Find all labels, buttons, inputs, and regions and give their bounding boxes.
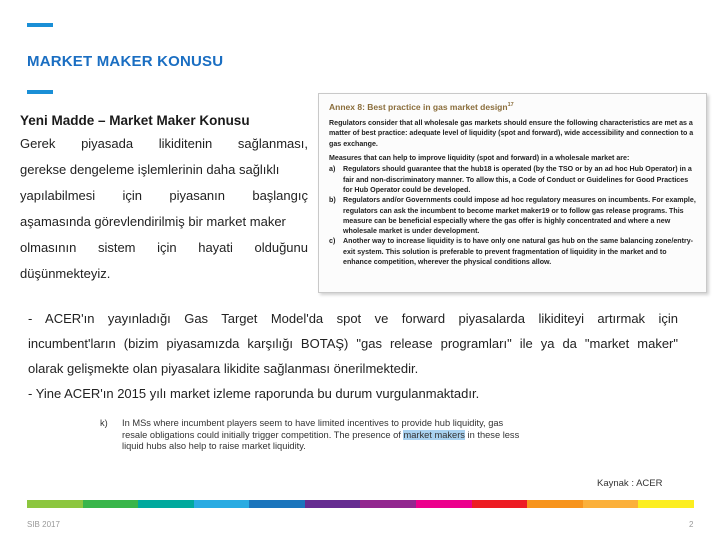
color-stripe-segment bbox=[360, 500, 416, 508]
annex-item-label: c) bbox=[329, 237, 336, 246]
annex-item-b bbox=[329, 195, 696, 236]
color-stripe-segment bbox=[305, 500, 361, 508]
quote-text-after: in these less liquid hubs also help to raise market liquidity. bbox=[122, 429, 520, 451]
slide-title: MARKET MAKER KONUSU bbox=[27, 53, 224, 70]
annex-item-a bbox=[329, 164, 696, 195]
annex-intro: Regulators consider that all wholesale gas markets should ensure the following characteristics are met as a matter of best practice: adequate level of liquidity (spot and forward), wide accessibility and connection to a gas exchange. bbox=[329, 119, 694, 148]
body-line-2: incumbent'ların (bizim piyasamızda karşılığı BOTAŞ) "gas release programları" ile ya da "market maker" bbox=[28, 336, 678, 351]
quote-label: k) bbox=[100, 418, 108, 428]
color-stripe-segment bbox=[416, 500, 472, 508]
left-text-line-6: düşünmekteyiz. bbox=[20, 266, 111, 281]
color-stripe-segment bbox=[527, 500, 583, 508]
color-stripe-segment bbox=[194, 500, 250, 508]
color-stripe-segment bbox=[27, 500, 83, 508]
color-stripe-segment bbox=[249, 500, 305, 508]
left-text-line-1: Gerek piyasada likiditenin sağlanması, bbox=[20, 136, 308, 151]
body-line-3: olarak gelişmekte olan piyasalara likidite sağlanması önerilmektedir. bbox=[28, 361, 419, 376]
quote-text-before: In MSs where incumbent players seem to have limited incentives to provide hub liquidity, gas resale obligations could initially trigger competition. The presence of bbox=[122, 418, 504, 440]
quote-highlight: market makers bbox=[403, 429, 465, 440]
color-stripe-segment bbox=[638, 500, 694, 508]
acer-quote bbox=[100, 418, 525, 453]
annex-item-text: Regulators and/or Governments could impose ad hoc regulatory measures on incumbents. For example, regulators can ask the incumbent to become market maker19 or to follow gas release programs. This measure can be beneficial especially where the gas offer is highly concentrated and where a new wholesale market is under development. bbox=[343, 196, 696, 236]
left-text-line-3: yapılabilmesi için piyasanın başlangıç bbox=[20, 188, 308, 203]
annex-image-box bbox=[318, 93, 707, 293]
accent-bar-top bbox=[27, 23, 53, 27]
annex-item-c bbox=[329, 236, 696, 267]
annex-item-text: Another way to increase liquidity is to have only one natural gas hub on the same balancing zone/entry-exit system. This solution is preferable to prevent fragmentation of liquidity in the market and to enhance competition, wherever the physical conditions allow. bbox=[343, 237, 694, 266]
annex-lead: Measures that can help to improve liquidity (spot and forward) in a wholesale market are: bbox=[329, 154, 630, 163]
source-label: Kaynak : ACER bbox=[597, 478, 663, 489]
accent-bar-bottom bbox=[27, 90, 53, 94]
color-stripe-segment bbox=[83, 500, 139, 508]
annex-title bbox=[329, 100, 696, 112]
annex-title-sup: 17 bbox=[507, 102, 514, 108]
annex-item-label: b) bbox=[329, 196, 336, 205]
annex-title-text: Annex 8: Best practice in gas market design bbox=[329, 101, 508, 112]
left-text-line-4: aşamasında görevlendirilmiş bir market maker bbox=[20, 214, 286, 229]
annex-item-label: a) bbox=[329, 165, 336, 174]
color-stripe bbox=[27, 500, 694, 508]
annex-item-text: Regulators should guarantee that the hub18 is operated (by the TSO or by an ad hoc Hub Operator) in a fair and non-discriminatory manner. To allow this, a Code of Conduct or Guidelines for Good Practices for Hub Operator could be developed. bbox=[343, 165, 692, 194]
body-line-4: - Yine ACER'ın 2015 yılı market izleme raporunda bu durum vurgulanmaktadır. bbox=[28, 386, 480, 401]
body-line-1: - ACER'ın yayınladığı Gas Target Model'da spot ve forward piyasalarda likiditeyi artırmak için bbox=[28, 311, 678, 326]
left-text-line-5: olmasının sistem için hayati olduğunu bbox=[20, 240, 308, 255]
page-number: 2 bbox=[689, 520, 694, 529]
color-stripe-segment bbox=[138, 500, 194, 508]
slide-subtitle: Yeni Madde – Market Maker Konusu bbox=[20, 113, 250, 128]
left-text-line-2: gerekse dengeleme işlemlerinin daha sağlıklı bbox=[20, 162, 280, 177]
color-stripe-segment bbox=[472, 500, 528, 508]
footer-left: SIB 2017 bbox=[27, 520, 60, 529]
quote-text bbox=[122, 418, 525, 453]
color-stripe-segment bbox=[583, 500, 639, 508]
